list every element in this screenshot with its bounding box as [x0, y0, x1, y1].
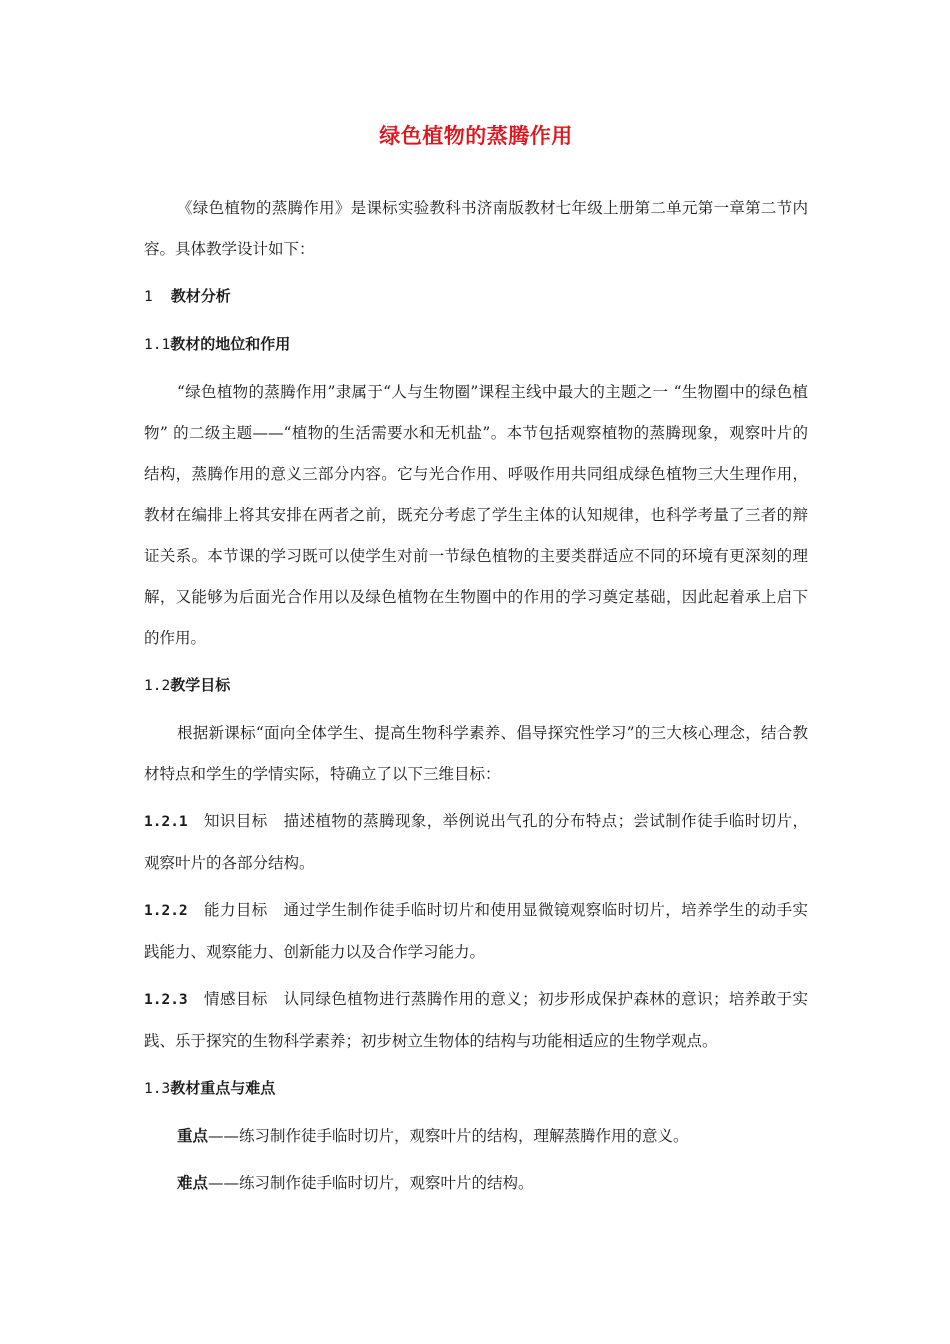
section-1-2-title: 教学目标 — [170, 676, 231, 694]
section-1-1-title: 教材的地位和作用 — [170, 335, 291, 353]
goal-knowledge-label: 知识目标 — [203, 812, 268, 830]
goal-ability-label: 能力目标 — [203, 901, 268, 919]
goal-emotion — [144, 979, 808, 1062]
section-1-number: 1 — [144, 289, 153, 305]
goal-emotion-label: 情感目标 — [203, 990, 268, 1008]
goal-emotion-number: 1.2.3 — [144, 992, 188, 1008]
section-1-1-number: 1.1 — [144, 337, 171, 353]
key-point-term: 重点 — [177, 1127, 209, 1145]
difficult-point-text: ——练习制作徒手临时切片，观察叶片的结构。 — [208, 1174, 534, 1192]
section-1-2-body: 根据新课标“面向全体学生、提高生物科学素养、倡导探究性学习”的三大核心理念，结合教材特点和学生的学情实际，特确立了以下三维目标： — [144, 724, 808, 783]
difficult-point-paragraph — [144, 1163, 808, 1204]
document-title: 绿色植物的蒸腾作用 — [379, 124, 573, 148]
key-point-text: ——练习制作徒手临时切片，观察叶片的结构，理解蒸腾作用的意义。 — [208, 1127, 689, 1145]
goal-knowledge-text: 描述植物的蒸腾现象，举例说出气孔的分布特点；尝试制作徒手临时切片，观察叶片的各部分结构。 — [144, 812, 808, 872]
goal-knowledge — [144, 801, 808, 884]
goal-ability — [144, 890, 808, 973]
section-1-3-heading — [144, 1068, 808, 1110]
difficult-point-term: 难点 — [177, 1174, 209, 1192]
key-point-paragraph — [144, 1116, 808, 1157]
section-1-3-number: 1.3 — [144, 1081, 171, 1097]
section-1-heading — [144, 276, 808, 318]
goal-knowledge-number: 1.2.1 — [144, 814, 188, 830]
goal-ability-text: 通过学生制作徒手临时切片和使用显微镜观察临时切片，培养学生的动手实践能力、观察能力、创新能力以及合作学习能力。 — [144, 901, 808, 961]
section-1-2-number: 1.2 — [144, 678, 171, 694]
section-1-1-heading — [144, 324, 808, 366]
goal-ability-number: 1.2.2 — [144, 903, 188, 919]
section-1-1-body: “绿色植物的蒸腾作用”隶属于“人与生物圈”课程主线中最大的主题之一 “生物圈中的绿色植物” 的二级主题——“植物的生活需要水和无机盐”。本节包括观察植物的蒸腾现象，观察叶片的结构，蒸腾作用的意义三部分内容。它与光合作用、呼吸作用共同组成绿色植物三大生理作用，教材在编排上将其安排在两者之前，既充分考虑了学生主体的认知规律，也科学考量了三者的辩证关系。本节课的学习既可以使学生对前一节绿色植物的主要类群适应不同的环境有更深刻的理解，又能够为后面光合作用以及绿色植物在生物圈中的作用的学习奠定基础，因此起着承上启下的作用。 — [144, 383, 808, 647]
section-1-2-heading — [144, 665, 808, 707]
intro-paragraph: 《绿色植物的蒸腾作用》是课标实验教科书济南版教材七年级上册第二单元第一章第二节内容。具体教学设计如下： — [144, 199, 808, 258]
goal-emotion-text: 认同绿色植物进行蒸腾作用的意义；初步形成保护森林的意识；培养敢于实践、乐于探究的生物科学素养；初步树立生物体的结构与功能相适应的生物学观点。 — [144, 990, 808, 1050]
section-1-3-title: 教材重点与难点 — [170, 1079, 276, 1097]
document-content — [144, 118, 808, 1210]
section-1-title: 教材分析 — [170, 287, 231, 305]
